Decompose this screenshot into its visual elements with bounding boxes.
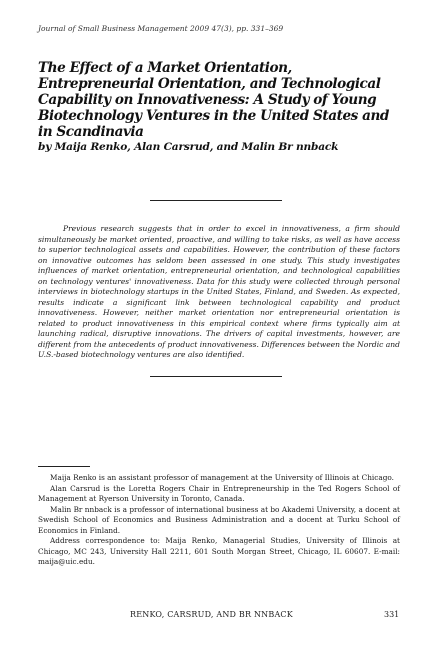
footnote-carsrud: Alan Carsrud is the Loretta Rogers Chair in Entrepreneurship in the Ted Rogers School of Management at Ryerson University in Toronto, Canada. [38, 483, 400, 503]
page-number: 331 [384, 610, 400, 619]
footnote-correspondence: Address correspondence to: Maija Renko, Managerial Studies, University of Illinois at Chicago, MC 243, University Hall 2211, 601 South Morgan Street, Chicago, IL 60607. E-mail: maija@uic.edu. [38, 536, 400, 566]
abstract-text: Previous research suggests that in order to excel in innovativeness, a firm should simultaneously be market oriented, proactive, and willing to take risks, as well as have access to superior technological assets and capabilities. However, the contribution of these factors on innovative outcomes has seldom been assessed in one study. This study investigates influences of market orientation, entrepreneurial orientation, and technological capabilities on technology ventures' innovativeness. Data for this study were collected through personal interviews in biotechnology startups in the United States, Finland, and Sweden. As expected, results indicate a significant link between technological capability and product innovativeness. However, neither market orientation nor entrepreneurial orientation is related to product innovativeness in this empirical context where firms typically aim at launching radical, disruptive innovations. The drivers of capital investments, however, are different from the antecedents of product innovativeness. Differences between the Nordic and U.S.-based biotechnology ventures are also identified. [38, 224, 400, 359]
footnote-renko: Maija Renko is an assistant professor of management at the University of Illinois at Chicago. [50, 473, 394, 482]
author-footnotes [38, 473, 400, 568]
footnote-rule [38, 466, 90, 467]
journal-citation: Journal of Small Business Management 2009 47(3), pp. 331–369 [38, 24, 284, 33]
divider-rule-bottom [150, 376, 282, 377]
author-byline: by Maija Renko, Alan Carsrud, and Malin Br nnback [38, 141, 339, 153]
divider-rule-top [150, 200, 282, 201]
abstract [38, 224, 400, 361]
running-footer: RENKO, CARSRUD, AND BR NNBACK [130, 610, 293, 619]
article-title: The Effect of a Market Orientation, Entrepreneurial Orientation, and Technological Capability on Innovativeness: A Study of Young Biotechnology Ventures in the United States and in Scandinavia [38, 60, 389, 140]
footnote-brannback: Malin Br nnback is a professor of international business at bo Akademi University, a docent at Swedish School of Economics and Business Administration and a docent at Turku School of Economics in Finland. [38, 504, 400, 535]
